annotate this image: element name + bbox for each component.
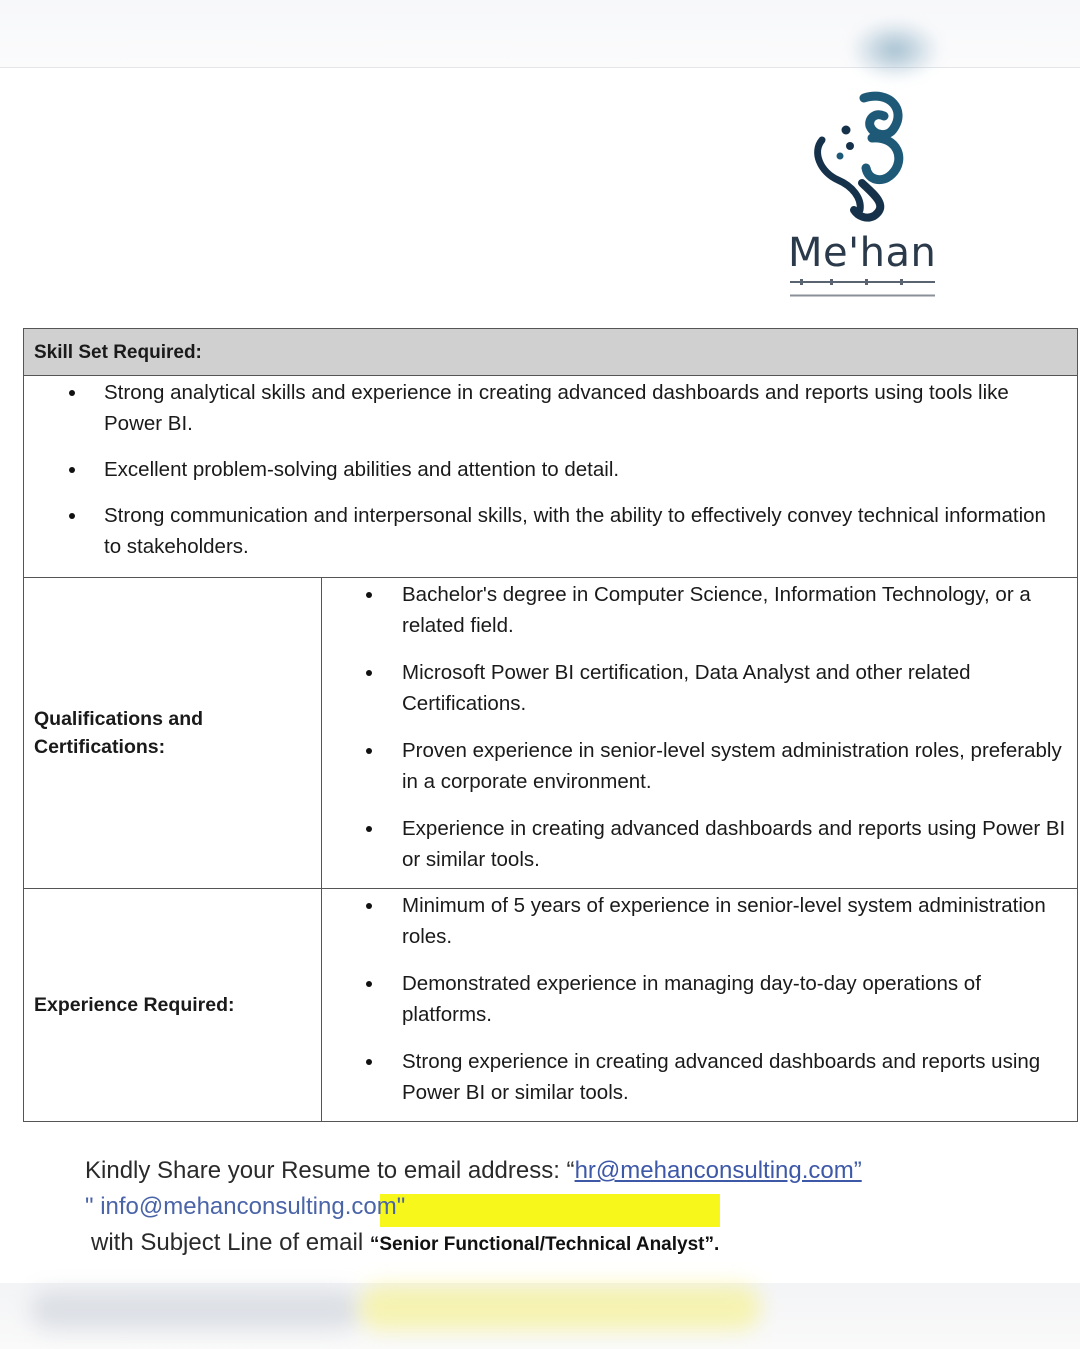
experience-item: Strong experience in creating advanced dashboards and reports using Power BI or similar tools. — [322, 1046, 1069, 1108]
yellow-highlight — [380, 1194, 720, 1227]
bullet-icon — [366, 670, 372, 676]
bullet-icon — [366, 592, 372, 598]
company-logo — [780, 88, 950, 308]
info-email: " info@mehanconsulting.com" — [85, 1193, 406, 1220]
qualification-item: Proven experience in senior-level system administration roles, preferably in a corporate environment. — [322, 735, 1069, 797]
qualifications-cell — [322, 578, 1078, 889]
resume-instruction: Kindly Share your Resume to email address: “hr@mehanconsulting.com” — [85, 1157, 862, 1184]
job-requirements-table — [23, 328, 1077, 1122]
blurred-region — [360, 1285, 760, 1330]
skill-item: Strong analytical skills and experience in creating advanced dashboards and reports using tools like Power BI. — [24, 377, 1057, 439]
blurred-region — [850, 20, 940, 80]
experience-label: Experience Required: — [24, 889, 322, 1122]
bullet-icon — [69, 390, 75, 396]
skill-list — [24, 377, 1077, 562]
bullet-icon — [366, 826, 372, 832]
bullet-icon — [366, 1059, 372, 1065]
bullet-icon — [69, 513, 75, 519]
bullet-icon — [366, 981, 372, 987]
qualification-item: Bachelor's degree in Computer Science, Information Technology, or a related field. — [322, 579, 1069, 641]
subject-instruction: with Subject Line of email “Senior Functional/Technical Analyst”. — [91, 1229, 720, 1256]
logo-wordmark: Me'han — [788, 230, 937, 276]
bullet-icon — [69, 467, 75, 473]
logo-english-tagline — [790, 293, 935, 298]
qualifications-list — [322, 579, 1077, 875]
hr-email-link[interactable]: hr@mehanconsulting.com” — [574, 1157, 862, 1184]
experience-item: Demonstrated experience in managing day-to-day operations of platforms. — [322, 968, 1069, 1030]
skill-item: Strong communication and interpersonal skills, with the ability to effectively convey technical information to stakeholders. — [24, 500, 1057, 562]
experience-cell — [322, 889, 1078, 1122]
blurred-region — [30, 1290, 360, 1330]
skill-set-cell — [24, 376, 1078, 578]
logo-arabic-tagline — [790, 278, 935, 286]
calligraphy-logo-icon — [802, 88, 912, 223]
email-subject: “Senior Functional/Technical Analyst”. — [369, 1234, 720, 1255]
skill-set-header: Skill Set Required: — [24, 329, 1078, 376]
qualification-item: Experience in creating advanced dashboards and reports using Power BI or similar tools. — [322, 813, 1069, 875]
experience-list — [322, 890, 1077, 1108]
bullet-icon — [366, 748, 372, 754]
bullet-icon — [366, 903, 372, 909]
skill-item: Excellent problem-solving abilities and attention to detail. — [24, 454, 1057, 485]
qualification-item: Microsoft Power BI certification, Data Analyst and other related Certifications. — [322, 657, 1069, 719]
qualifications-label: Qualifications and Certifications: — [24, 578, 322, 889]
experience-item: Minimum of 5 years of experience in senior-level system administration roles. — [322, 890, 1069, 952]
